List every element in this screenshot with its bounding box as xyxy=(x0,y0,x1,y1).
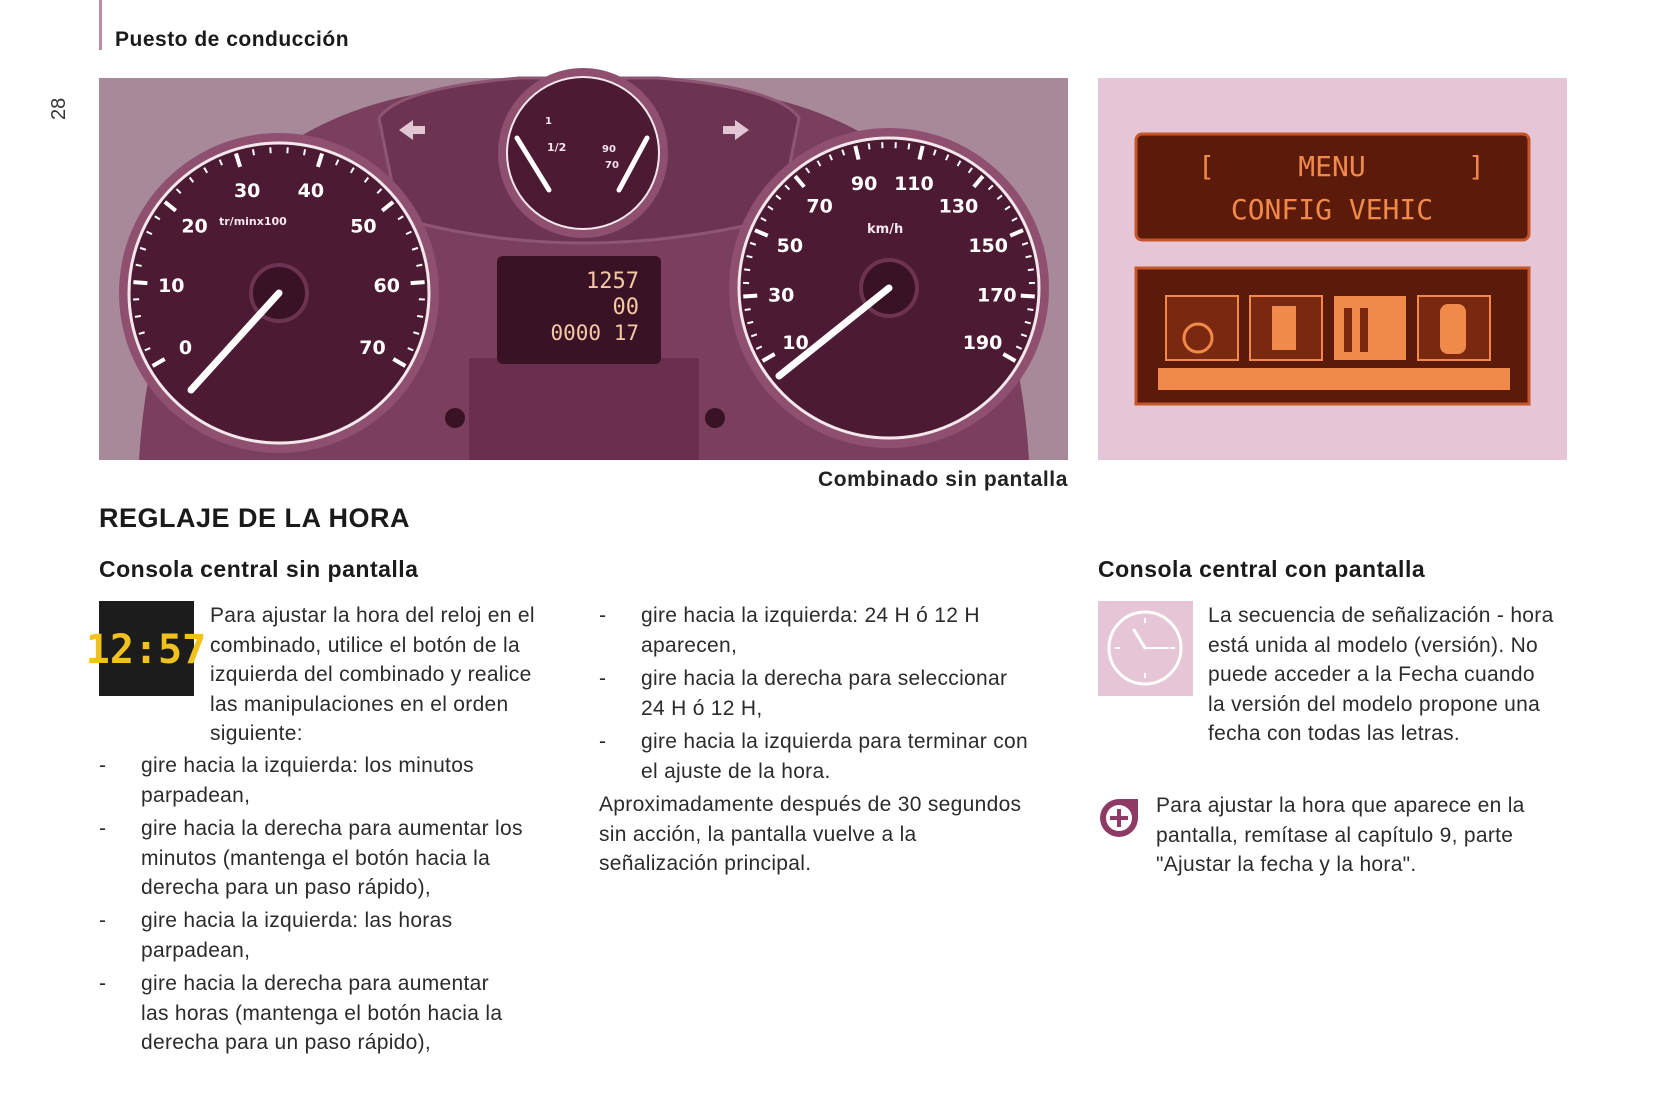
left-intro-line: izquierda del combinado y realice xyxy=(210,663,532,686)
speedometer-label: 50 xyxy=(776,235,804,258)
screen-config-label: CONFIG VEHIC xyxy=(1230,193,1434,226)
speedometer-tick xyxy=(743,296,757,297)
speedometer-label: 190 xyxy=(962,332,1003,354)
instrument-cluster-illustration xyxy=(99,78,1068,460)
bullet-line: minutos (mantenga el botón hacia la xyxy=(141,846,491,870)
bullet-dash: - xyxy=(99,754,107,777)
speedometer-label: 10 xyxy=(782,332,809,354)
left-heading: Consola central sin pantalla xyxy=(99,556,419,582)
bullet-dash: - xyxy=(599,667,607,690)
speedometer-tick xyxy=(1021,296,1035,297)
tacho-unit: tr/minx100 xyxy=(219,215,287,228)
speedometer-tick xyxy=(1027,309,1033,310)
fuel-half-label: 1/2 xyxy=(547,141,567,154)
clock-display-icon xyxy=(85,601,207,696)
cluster-odometer: 0000 17 xyxy=(550,321,639,345)
paragraph-line: Aproximadamente después de 30 segundos xyxy=(599,793,1022,816)
screen-menu-label: MENU xyxy=(1298,150,1366,183)
figure-caption: Combinado sin pantalla xyxy=(817,468,1068,491)
right-intro-line: la versión del modelo propone una xyxy=(1208,692,1541,716)
speedometer-tick xyxy=(1025,322,1031,323)
right-heading: Consola central con pantalla xyxy=(1098,556,1426,582)
right-note xyxy=(1156,791,1525,880)
temp-70-label: 70 xyxy=(605,160,619,171)
tachometer-label: 0 xyxy=(178,337,193,359)
speedo-unit: km/h xyxy=(867,222,904,237)
tachometer-tick xyxy=(135,316,141,317)
temp-90-label: 90 xyxy=(602,144,616,155)
right-intro-line: La secuencia de señalización - hora xyxy=(1208,604,1554,627)
multifunction-screen-illustration xyxy=(1098,78,1567,460)
bullet-line: derecha para un paso rápido), xyxy=(141,876,432,899)
bullet-line: aparecen, xyxy=(641,633,738,657)
paragraph-line: señalización principal. xyxy=(599,852,812,875)
bullet-line: gire hacia la derecha para aumentar los xyxy=(141,817,523,840)
tachometer-label: 10 xyxy=(158,274,185,297)
section-title: Puesto de conducción xyxy=(115,28,350,51)
speedometer-label: 30 xyxy=(767,284,795,307)
speedometer-tick xyxy=(747,322,753,323)
screen-graphic xyxy=(1098,78,1567,460)
bullet-line: 24 H ó 12 H, xyxy=(641,696,763,720)
screen-bracket-left: [ xyxy=(1198,150,1215,183)
main-heading: REGLAJE DE LA HORA xyxy=(99,503,411,533)
speedometer-tick xyxy=(869,143,870,149)
paragraph-line: sin acción, la pantalla vuelve a la xyxy=(599,822,917,846)
speedometer-label: 70 xyxy=(806,195,833,218)
tachometer-label: 50 xyxy=(350,215,377,238)
bullet-line: gire hacia la izquierda: 24 H ó 12 H xyxy=(641,604,980,627)
right-intro-line: puede acceder a la Fecha cuando xyxy=(1208,663,1535,686)
left-intro-line: las manipulaciones en el orden xyxy=(210,692,509,716)
speedometer-label: 170 xyxy=(976,284,1017,307)
left-intro xyxy=(210,601,535,749)
bullet-line: las horas (mantenga el botón hacia la xyxy=(141,1001,503,1025)
speedometer-tick xyxy=(908,143,909,149)
tachometer-label: 40 xyxy=(297,179,325,202)
bullet-dash: - xyxy=(99,972,107,995)
note-line: Para ajustar la hora que aparece en la xyxy=(1156,794,1525,817)
screen-icon-row xyxy=(1158,296,1510,390)
note-line: pantalla, remítase al capítulo 9, parte xyxy=(1156,823,1514,847)
speedometer-tick xyxy=(1028,269,1034,270)
instrument-cluster-graphic xyxy=(99,78,1068,460)
clock-display-text: 12:57 xyxy=(85,627,207,673)
bullet-line: gire hacia la izquierda: las horas xyxy=(141,909,453,932)
tachometer-tick xyxy=(133,282,147,283)
tachometer-tick xyxy=(417,316,423,317)
tachometer-tick xyxy=(136,265,142,266)
left-intro-line: siguiente: xyxy=(210,722,303,745)
right-intro-line: está unida al modelo (versión). No xyxy=(1208,633,1539,657)
speedometer-label: 130 xyxy=(938,195,979,218)
note-line: "Ajustar la fecha y la hora". xyxy=(1156,853,1417,876)
bullet-line: el ajuste de la hora. xyxy=(641,759,831,783)
tachometer-tick xyxy=(253,149,254,155)
bullet-line: derecha para un paso rápido), xyxy=(141,1031,432,1054)
speedometer-label: 110 xyxy=(894,172,934,195)
header-accent-bar xyxy=(99,0,102,50)
plus-note-icon xyxy=(1098,797,1140,839)
tachometer-tick xyxy=(304,149,305,155)
left-intro-line: Para ajustar la hora del reloj en el xyxy=(210,604,535,627)
tachometer-tick xyxy=(416,265,422,266)
speedometer-label: 90 xyxy=(850,172,878,195)
middle-paragraph xyxy=(599,790,1021,879)
speedometer-tick xyxy=(744,269,750,270)
tachometer-label: 20 xyxy=(181,215,208,238)
bullet-dash: - xyxy=(99,909,107,932)
bullet-line: parpadean, xyxy=(141,783,251,807)
bullet-line: gire hacia la derecha para aumentar xyxy=(141,972,489,995)
right-intro xyxy=(1208,601,1554,749)
bullet-line: parpadean, xyxy=(141,938,251,962)
cluster-time: 1257 xyxy=(586,269,639,294)
page-number: 28 xyxy=(48,97,70,120)
tachometer-label: 30 xyxy=(233,179,261,202)
clock-face-icon xyxy=(1098,601,1193,696)
tachometer-label: 60 xyxy=(373,274,400,297)
bullet-line: gire hacia la derecha para seleccionar xyxy=(641,667,1008,690)
tachometer-label: 70 xyxy=(359,337,386,359)
tachometer-tick xyxy=(411,282,425,283)
cluster-mid: 00 xyxy=(612,295,639,320)
bullet-line: gire hacia la izquierda para terminar con xyxy=(641,730,1028,753)
fuel-full-label: 1 xyxy=(545,116,552,127)
speedometer-tick xyxy=(745,309,751,310)
speedometer-tick xyxy=(1026,256,1032,257)
bullet-line: gire hacia la izquierda: los minutos xyxy=(141,754,474,777)
left-intro-line: combinado, utilice el botón de la xyxy=(210,633,520,657)
speedometer-tick xyxy=(747,256,753,257)
speedometer-label: 150 xyxy=(968,235,1009,258)
screen-bracket-right: ] xyxy=(1468,150,1485,183)
bullet-dash: - xyxy=(599,730,607,753)
bullet-dash: - xyxy=(99,817,107,840)
bullet-dash: - xyxy=(599,604,607,627)
screen-selection-bar xyxy=(1158,368,1510,390)
right-intro-line: fecha con todas las letras. xyxy=(1208,722,1461,745)
